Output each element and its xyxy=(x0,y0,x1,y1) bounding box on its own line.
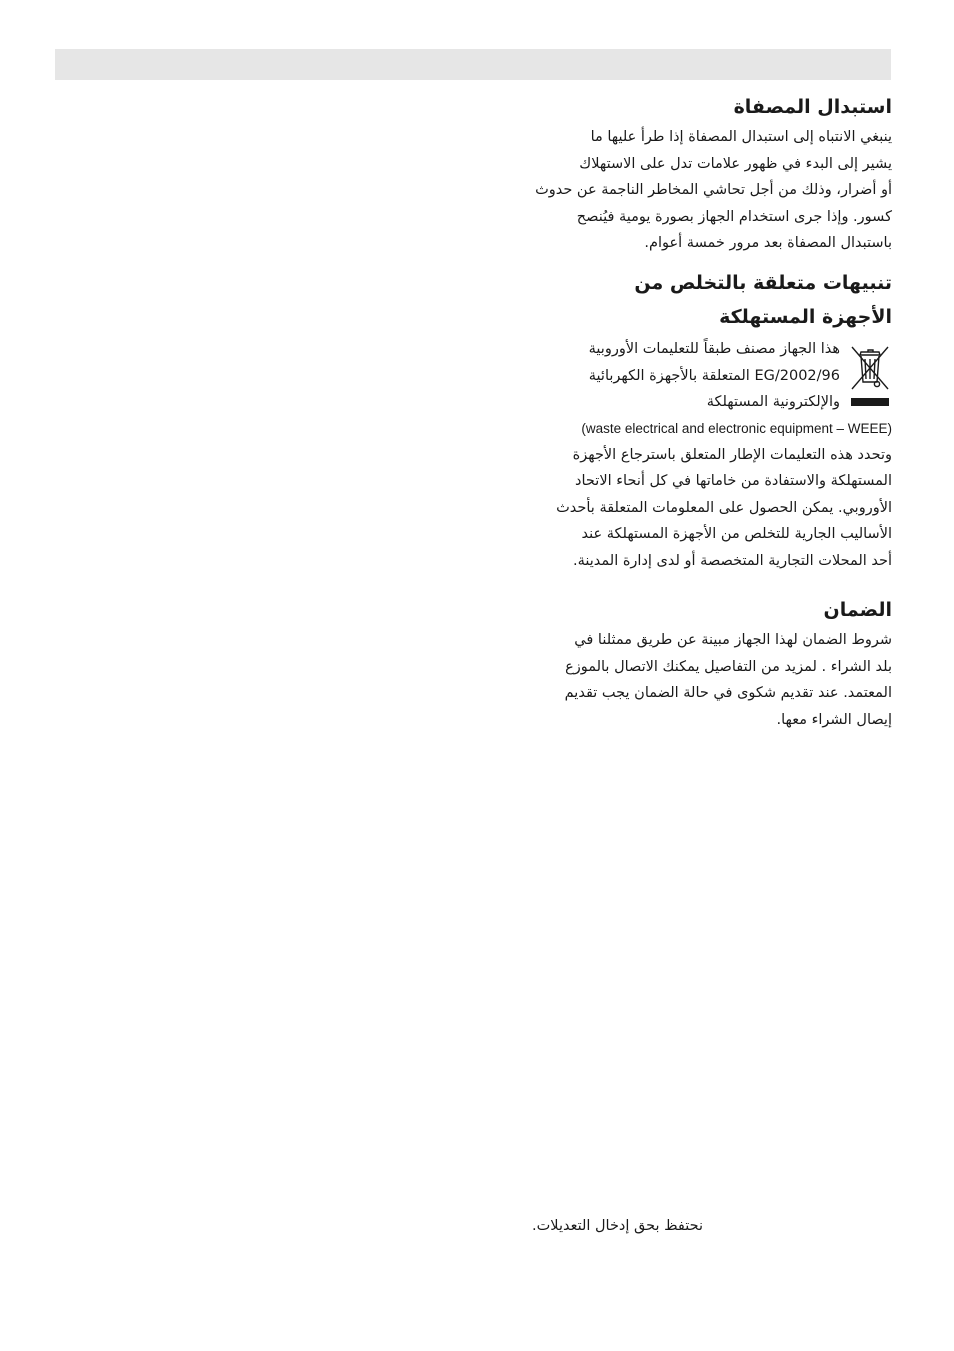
title-line: الأجهزة المستهلكة xyxy=(719,306,892,328)
body-line: وتحدد هذه التعليمات الإطار المتعلق باسترجاع الأجهزة xyxy=(572,446,892,463)
footer-note: نحتفظ بحق إدخال التعديلات. xyxy=(532,1217,703,1234)
section-body xyxy=(498,627,892,733)
body-line: الأوروبي. يمكن الحصول على المعلومات المتعلقة بأحدث xyxy=(556,499,892,516)
body-line: ينبغي الانتباه إلى استبدال المصفاة إذا طرأ عليها ما xyxy=(590,129,892,145)
section-weee-disposal xyxy=(498,266,892,574)
body-line: شروط الضمان لهذا الجهاز مبينة عن طريق ممثلنا في xyxy=(574,632,892,648)
body-line: الأساليب الجارية للتخلص من الأجهزة المستهلكة عند xyxy=(581,526,892,542)
body-line: هذا الجهاز مصنف طبقاً للتعليمات الأوروبية xyxy=(588,341,840,357)
body-line: إيصال الشراء معها. xyxy=(776,711,892,728)
crossed-out-wheelie-bin-icon xyxy=(848,342,892,408)
body-line: المعتمد. عند تقديم شكوى في حالة الضمان يجب تقديم xyxy=(564,685,892,701)
body-line: باستبدال المصفاة بعد مرور خمسة أعوام. xyxy=(644,235,892,251)
body-line: أحد المحلات التجارية المتخصصة أو لدى إدارة المدينة. xyxy=(572,552,892,569)
body-line: كسور. وإذا جرى استخدام الجهاز بصورة يومية فيُنصح xyxy=(576,208,892,225)
body-line: 2002/96/EG المتعلقة بالأجهزة الكهربائية xyxy=(588,367,840,384)
section-title: الضمان xyxy=(823,599,892,621)
section-title xyxy=(498,266,892,334)
weee-notice xyxy=(498,336,892,416)
body-line: أو أضرار، وذلك من أجل تحاشي المخاطر الناجمة عن حدوث xyxy=(535,182,892,198)
weee-icon-text xyxy=(498,336,840,416)
title-line: تنبيهات متعلقة بالتخلص من xyxy=(634,272,892,294)
body-line: المستهلكة والاستفادة من خاماتها في كل أنحاء الاتحاد xyxy=(575,473,892,489)
body-line: بلد الشراء . لمزيد من التفاصيل يمكنك الاتصال بالموزع xyxy=(565,658,892,675)
section-title: استبدال المصفاة xyxy=(733,96,892,118)
weee-english-line: (waste electrical and electronic equipment – WEEE) xyxy=(581,420,892,436)
section-body xyxy=(498,442,892,575)
body-line: يشير إلى البدء في ظهور علامات تدل على الاستهلاك xyxy=(579,155,892,172)
section-filter-replacement xyxy=(498,90,892,257)
section-body xyxy=(498,124,892,257)
header-band xyxy=(55,49,891,80)
body-line: والإلكترونية المستهلكة xyxy=(706,394,840,410)
section-warranty xyxy=(498,593,892,733)
